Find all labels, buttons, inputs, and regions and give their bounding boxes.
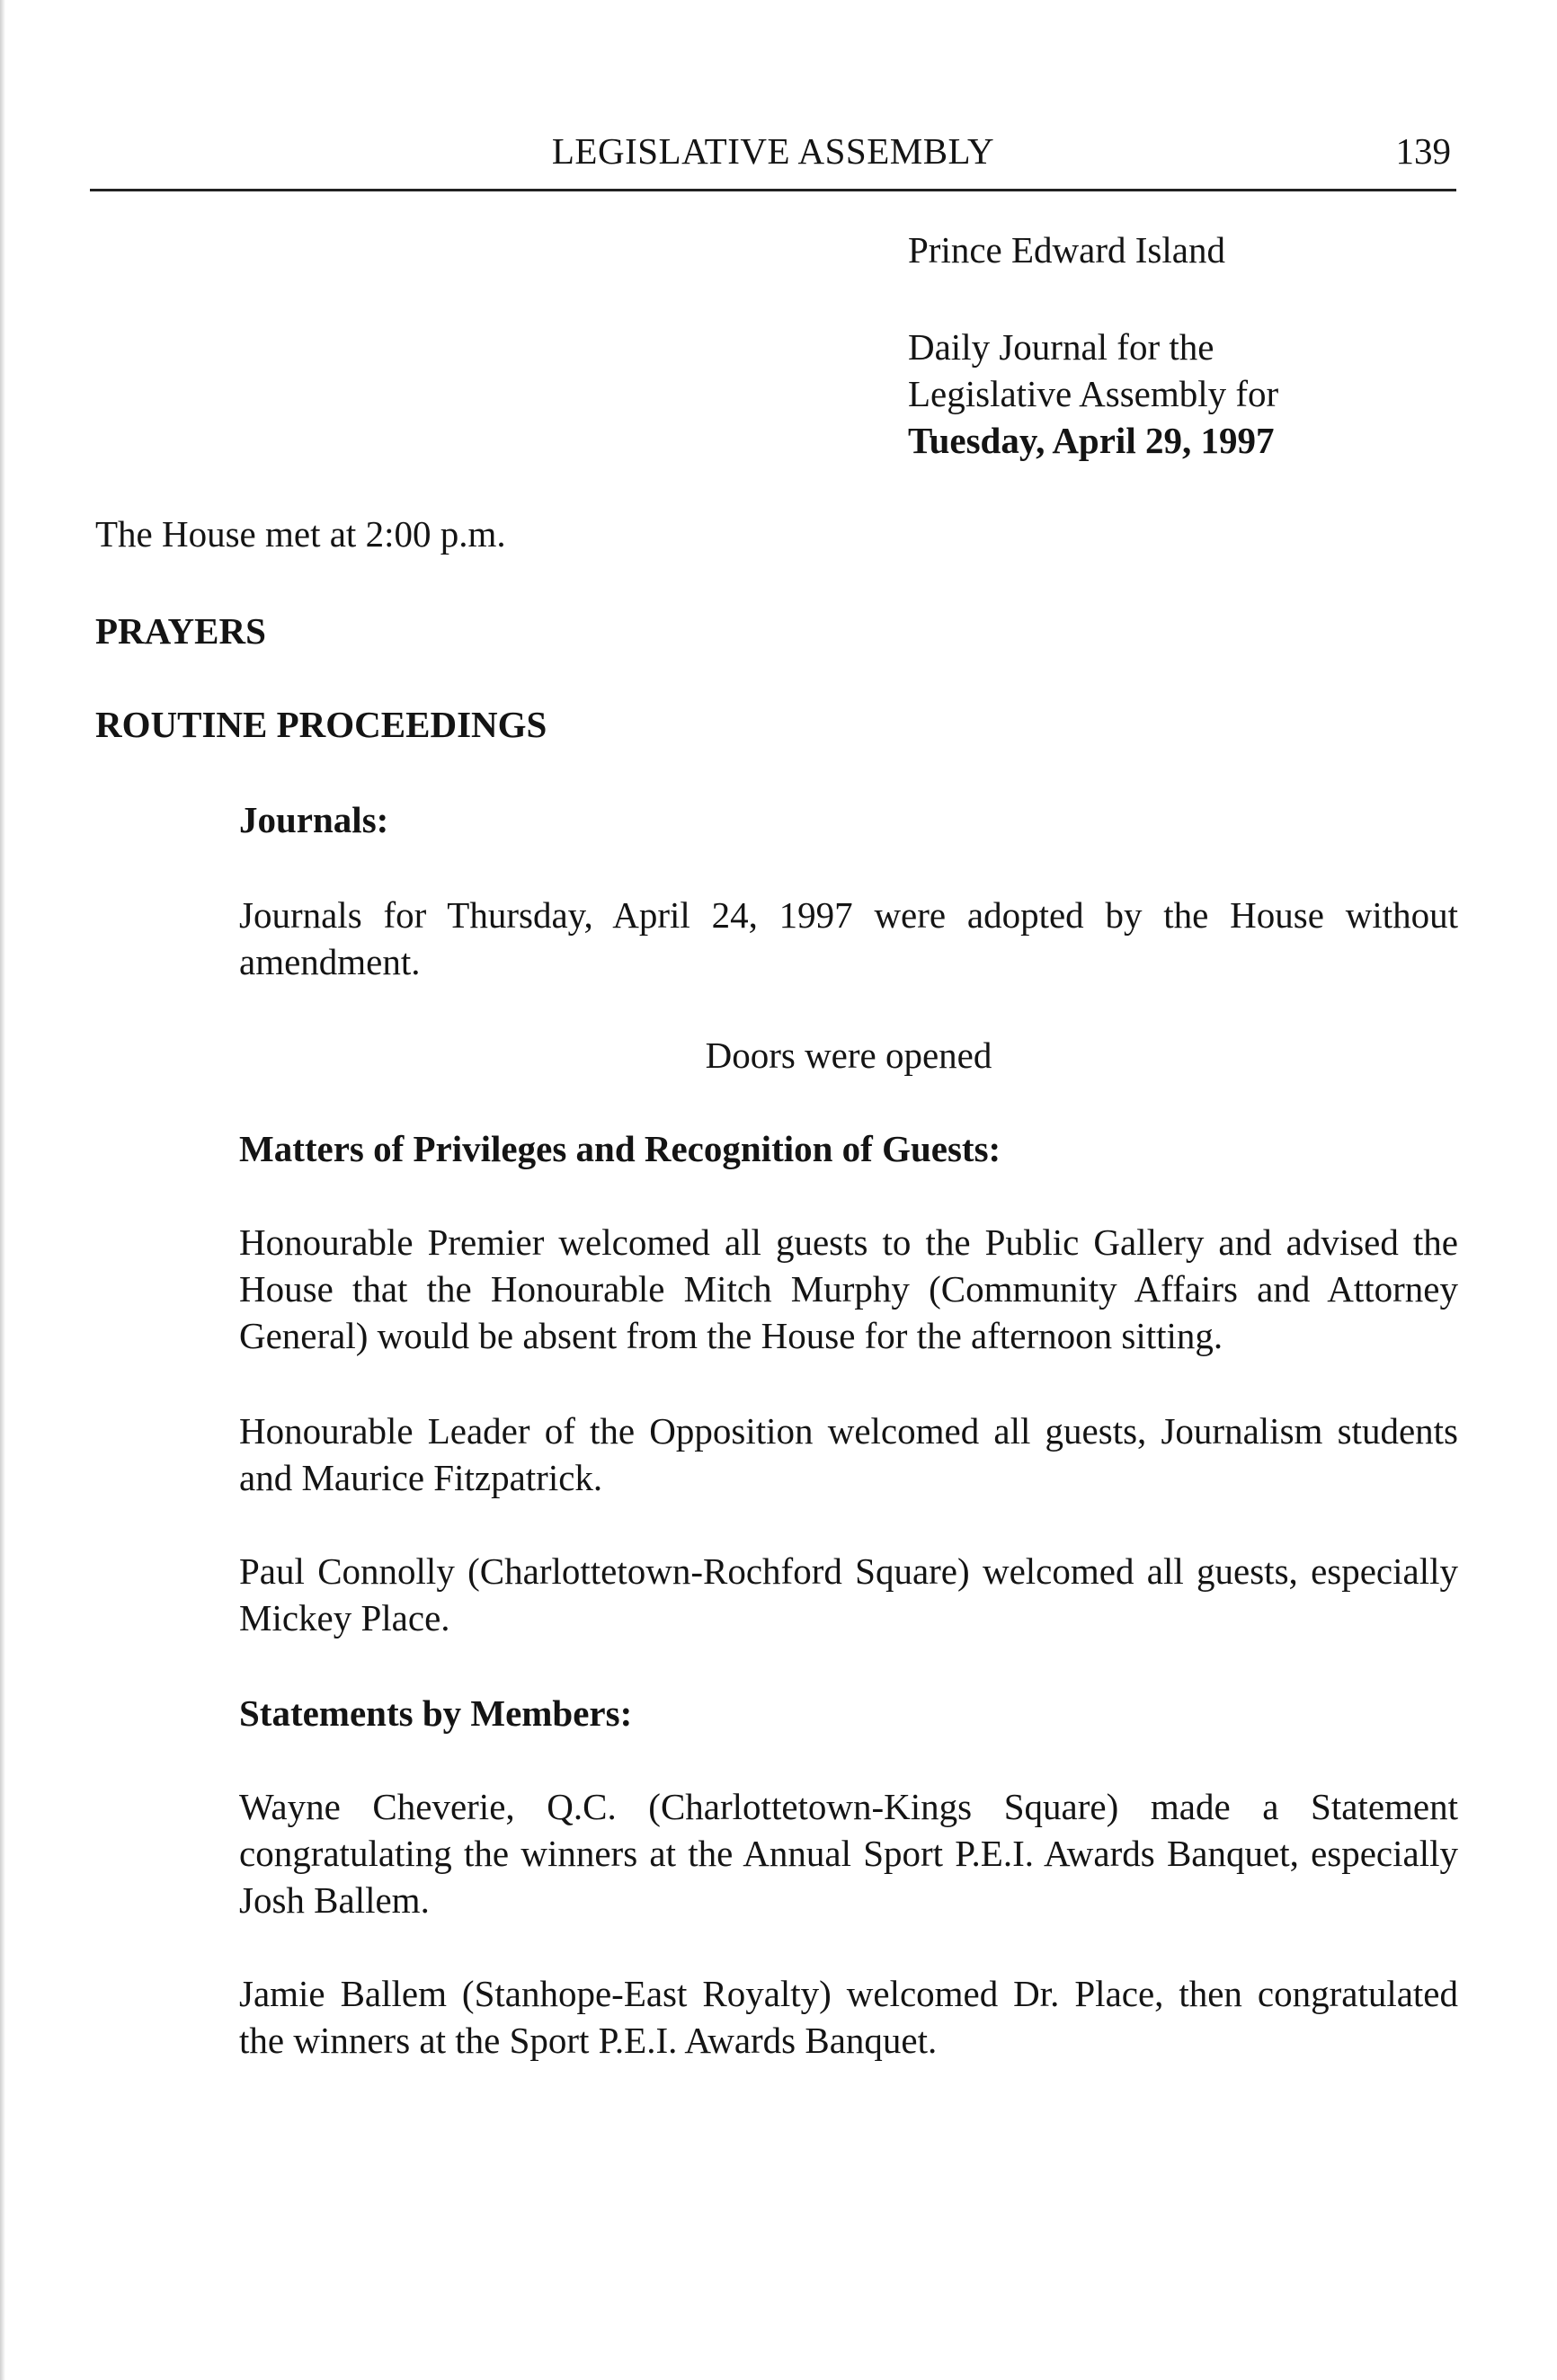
- privileges-paragraph: Honourable Premier welcomed all guests to the Public Gallery and advised the House that the Honourable Mitch Murphy (Community Affairs and Attorney General) would be absent from the House for the afternoon sitting.: [239, 1221, 1458, 1356]
- house-met-text: The House met at 2:00 p.m.: [95, 513, 506, 555]
- page-header: [90, 126, 1456, 191]
- journal-dateline: [908, 324, 1483, 464]
- journals-text: Journals for Thursday, April 24, 1997 were adopted by the House without amendment.: [239, 894, 1458, 982]
- statement-paragraph: Jamie Ballem (Stanhope-East Royalty) welcomed Dr. Place, then congratulated the winners at the Sport P.E.I. Awards Banquet.: [239, 1973, 1458, 2061]
- header-title: LEGISLATIVE ASSEMBLY: [551, 130, 995, 172]
- privileges-paragraph: Paul Connolly (Charlottetown-Rochford Square) welcomed all guests, especially Mickey Place.: [239, 1550, 1458, 1638]
- journal-line-2: Legislative Assembly for: [908, 373, 1279, 414]
- statement-paragraph: Wayne Cheverie, Q.C. (Charlottetown-Kings Square) made a Statement congratulating the winners at the Annual Sport P.E.I. Awards Banquet, especially Josh Ballem.: [239, 1786, 1458, 1921]
- privileges-paragraph: Honourable Leader of the Opposition welcomed all guests, Journalism students and Maurice Fitzpatrick.: [239, 1410, 1458, 1498]
- doors-opened-text: Doors were opened: [705, 1035, 992, 1076]
- page-number: 139: [1395, 130, 1451, 172]
- province-name: Prince Edward Island: [908, 229, 1225, 271]
- sitting-date: Tuesday, April 29, 1997: [908, 420, 1275, 461]
- routine-proceedings-heading: ROUTINE PROCEEDINGS: [95, 704, 547, 745]
- prayers-heading: PRAYERS: [95, 610, 266, 652]
- statements-heading: Statements by Members:: [239, 1692, 633, 1734]
- privileges-heading: Matters of Privileges and Recognition of Guests:: [239, 1128, 1001, 1169]
- journals-heading: Journals:: [239, 799, 389, 840]
- scan-edge: [0, 0, 5, 2380]
- journal-line-1: Daily Journal for the: [908, 326, 1214, 368]
